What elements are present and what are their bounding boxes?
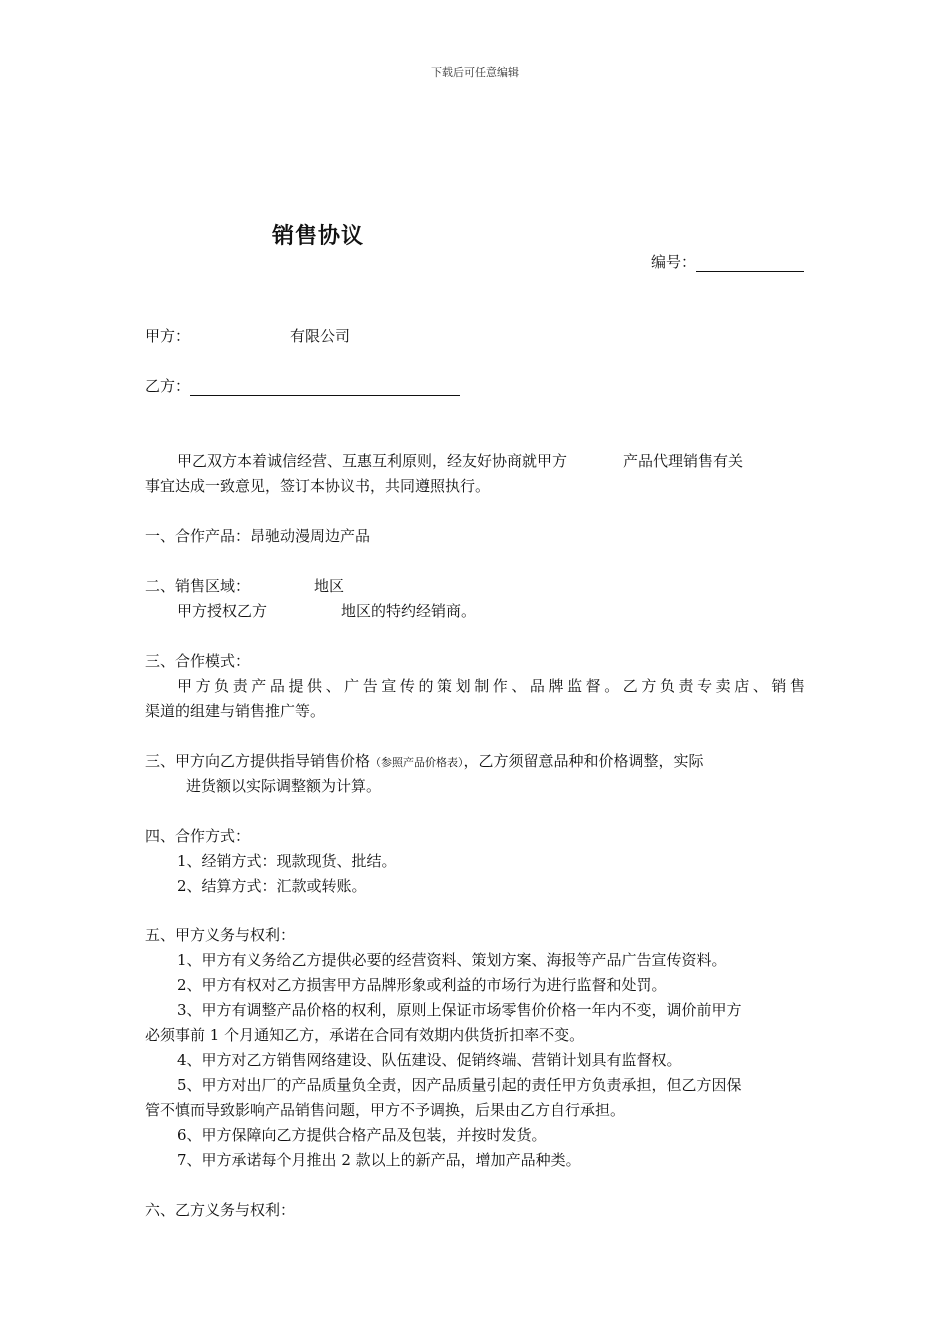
pricing-text: 三、甲方向乙方提供指导销售价格 [145, 752, 371, 770]
party-a-duty: 6、甲方保障向乙方提供合格产品及包装，并按时发货。 [177, 1126, 547, 1144]
region-value: 地区 [314, 577, 345, 595]
pricing-note: （参照产品价格表） [370, 756, 464, 769]
page-header: 下载后可任意编辑 [431, 66, 519, 79]
section-pricing-line-2: 进货额以实际调整额为计算。 [186, 777, 382, 795]
party-b-blank [190, 379, 460, 396]
document-number-blank [696, 255, 804, 272]
party-a-duty: 1、甲方有义务给乙方提供必要的经营资料、策划方案、海报等产品广告宣传资料。 [177, 951, 727, 969]
document-number-label: 编号： [650, 253, 696, 271]
intro-text: 产品代理销售有关 [623, 452, 744, 470]
document-number [651, 252, 804, 272]
section-products: 一、合作产品：昂驰动漫周边产品 [145, 527, 371, 545]
party-a-duty: 7、甲方承诺每个月推出 2 款以上的新产品，增加产品种类。 [177, 1151, 581, 1169]
party-b-label: 乙方： [145, 377, 191, 395]
section-region-heading [145, 576, 344, 596]
party-a-duty: 5、甲方对出厂的产品质量负全责，因产品质量引起的责任甲方负责承担，但乙方因保 [177, 1076, 742, 1094]
party-a-company: 有限公司 [290, 327, 351, 345]
section-party-b-duties-heading: 六、乙方义务与权利： [145, 1201, 296, 1219]
region-text: 地区的特约经销商。 [341, 602, 477, 620]
section-heading: 二、销售区域： [145, 577, 251, 595]
cooperation-item: 1、经销方式：现款现货、批结。 [177, 852, 397, 870]
section-mode-line-1: 甲方负责产品提供、广告宣传的策划制作、品牌监督。乙方负责专卖店、销售 [177, 677, 805, 695]
section-pricing-line-1 [145, 751, 704, 773]
party-a-duty: 4、甲方对乙方销售网络建设、队伍建设、促销终端、营销计划具有监督权。 [177, 1051, 682, 1069]
section-region-text [177, 601, 476, 621]
party-a-line [145, 326, 350, 346]
section-party-a-duties-heading: 五、甲方义务与权利： [145, 926, 296, 944]
section-mode-heading: 三、合作模式： [145, 652, 251, 670]
party-a-duty: 2、甲方有权对乙方损害甲方品牌形象或利益的市场行为进行监督和处罚。 [177, 976, 667, 994]
party-b-line [145, 376, 460, 396]
cooperation-item: 2、结算方式：汇款或转账。 [177, 877, 367, 895]
party-a-duty: 3、甲方有调整产品价格的权利，原则上保证市场零售价价格一年内不变，调价前甲方 [177, 1001, 742, 1019]
pricing-text: ，乙方须留意品种和价格调整，实际 [463, 752, 704, 770]
party-a-label: 甲方： [145, 327, 191, 345]
intro-text: 甲乙双方本着诚信经营、互惠互利原则，经友好协商就甲方 [177, 452, 568, 470]
party-a-duty-cont: 必须事前 1 个月通知乙方，承诺在合同有效期内供货折扣率不变。 [145, 1026, 585, 1044]
party-a-duty-cont: 管不慎而导致影响产品销售问题，甲方不予调换，后果由乙方自行承担。 [145, 1101, 626, 1119]
intro-line-1 [177, 451, 743, 471]
section-mode-line-2: 渠道的组建与销售推广等。 [145, 702, 326, 720]
section-cooperation-heading: 四、合作方式： [145, 827, 251, 845]
region-text: 甲方授权乙方 [177, 602, 268, 620]
intro-line-2: 事宜达成一致意见，签订本协议书，共同遵照执行。 [145, 477, 491, 495]
document-title: 销售协议 [272, 223, 365, 249]
